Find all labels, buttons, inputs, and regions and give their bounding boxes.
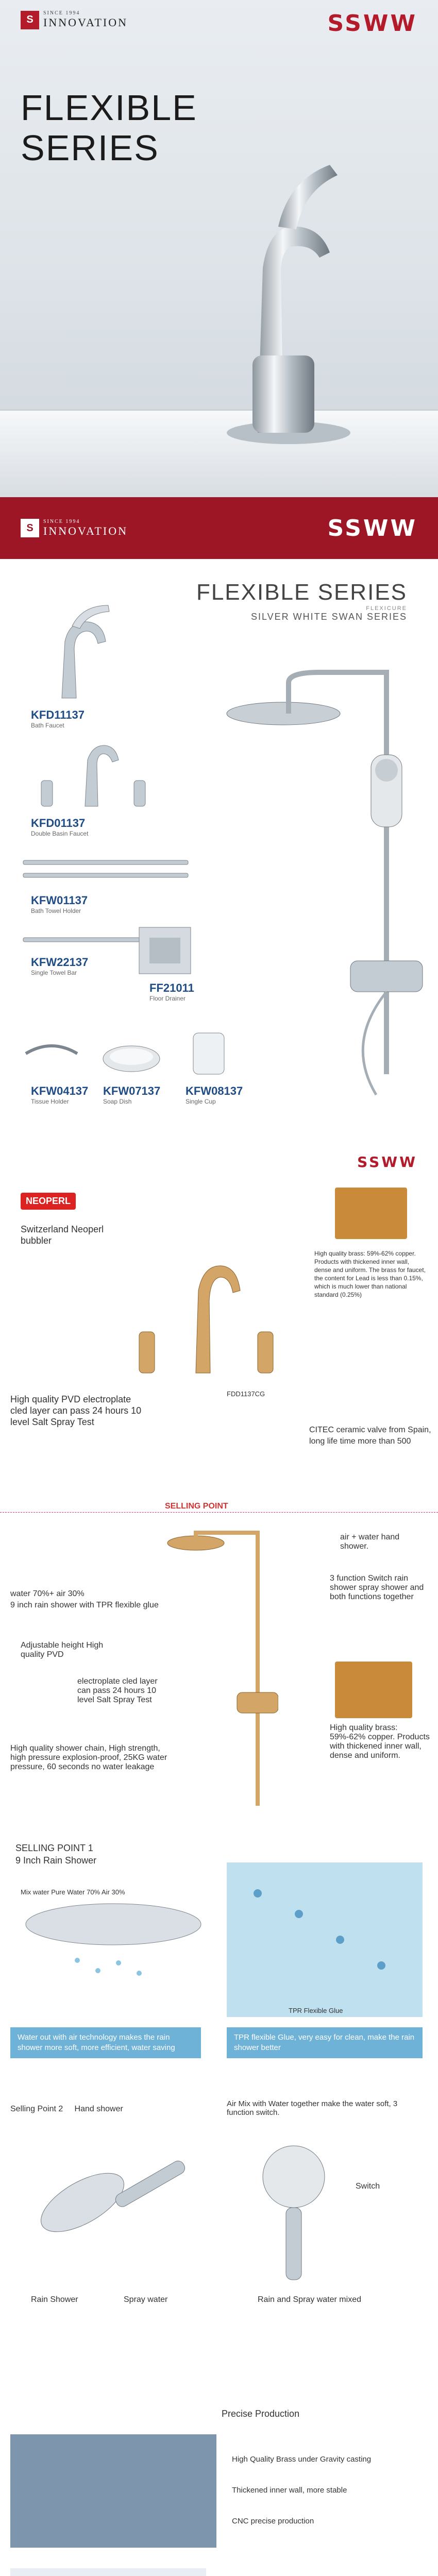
selling-point-header: SELLING POINT bbox=[165, 1502, 228, 1511]
product-kfw01137[interactable]: KFW01137 Bath Towel Holder bbox=[31, 894, 88, 914]
innovation-label: INNOVATION bbox=[43, 16, 128, 29]
valve-text: CITEC ceramic valve from Spain, long life time more than 500 bbox=[309, 1426, 431, 1446]
innovation-logo-mark: S bbox=[21, 11, 39, 29]
product-kfd01137[interactable]: KFD01137 Double Basin Faucet bbox=[31, 817, 89, 837]
ssww-logo-strip-1[interactable]: SSWW bbox=[357, 1153, 417, 1171]
features-section bbox=[0, 1172, 438, 1492]
gold-basin-faucet-image bbox=[119, 1244, 294, 1378]
innovation-logo-mark-band: S bbox=[21, 519, 39, 537]
innovation-label-band: INNOVATION bbox=[43, 524, 128, 537]
ssww-logo[interactable]: SSWW bbox=[327, 10, 417, 37]
switch-text: 3 function Switch rain shower spray shower and both functions together bbox=[330, 1574, 424, 1601]
selling-point-1-section bbox=[0, 1832, 438, 2089]
precise-p2: Thickened inner wall, more stable bbox=[232, 2486, 347, 2495]
precise-p3: CNC precise production bbox=[232, 2517, 314, 2526]
tissue-holder-image bbox=[21, 1028, 82, 1079]
brand-bar bbox=[0, 0, 438, 47]
precise-title: Precise Production bbox=[222, 2409, 300, 2419]
brass-sample-2 bbox=[335, 1662, 412, 1718]
electroplate-text: electroplate cled layer can pass 24 hours 10 level Salt Spray Test bbox=[77, 1677, 158, 1704]
selling-point-2-section bbox=[0, 2089, 438, 2403]
innovation-logo-band[interactable] bbox=[21, 519, 128, 538]
model-label: FDD1137CG bbox=[227, 1390, 265, 1398]
precise-p1: High Quality Brass under Gravity casting bbox=[232, 2455, 372, 2464]
product-kfd11137[interactable]: KFD11137 Bath Faucet bbox=[31, 708, 85, 729]
double-basin-faucet-image bbox=[21, 734, 165, 811]
hero-title-line1: FLEXIBLE bbox=[21, 88, 197, 128]
neoperl-badge: NEOPERL bbox=[21, 1193, 76, 1210]
catalog-subtitle-small: FLEXICURE bbox=[366, 605, 407, 612]
hero-title bbox=[21, 88, 197, 168]
rain-shower-head-image bbox=[15, 1878, 211, 2007]
tpr-glue-image bbox=[227, 1862, 423, 2017]
neoperl-text: Switzerland Neoperl bubbler bbox=[21, 1224, 104, 1246]
product-ff21011[interactable]: FF21011 Floor Drainer bbox=[149, 981, 194, 1002]
sp1-caption-left: Water out with air technology makes the rain shower more soft, more efficient, water saving bbox=[10, 2027, 201, 2058]
towel-holder-image bbox=[21, 853, 191, 889]
sp1-title: SELLING POINT 1 9 Inch Rain Shower bbox=[15, 1843, 97, 1866]
switch-label: Switch bbox=[356, 2182, 380, 2191]
bath-faucet-image bbox=[21, 600, 124, 703]
innovation-logo[interactable] bbox=[21, 10, 128, 29]
sp1-ratio: Mix water Pure Water 70% Air 30% bbox=[21, 1888, 125, 1896]
hero-faucet-image bbox=[196, 134, 381, 453]
rain-shower-text: 9 inch rain shower with TPR flexible glue bbox=[10, 1601, 159, 1609]
soap-dish-image bbox=[98, 1033, 165, 1079]
since-label: SINCE 1994 bbox=[43, 10, 80, 16]
since-label-band: SINCE 1994 bbox=[43, 518, 80, 524]
hero-title-line2: SERIES bbox=[21, 128, 159, 168]
water-ratio-text: water 70%+ air 30% bbox=[10, 1589, 85, 1598]
selling-point-section bbox=[0, 1492, 438, 1832]
shower-system-image bbox=[216, 652, 433, 1136]
sp1-caption-right: TPR flexible Glue, very easy for clean, make the rain shower better bbox=[227, 2027, 423, 2058]
brand-band-top bbox=[0, 497, 438, 559]
product-kfw08137[interactable]: KFW08137 Single Cup bbox=[186, 1084, 243, 1105]
ssww-logo-band[interactable]: SSWW bbox=[327, 515, 417, 541]
floor-drainer-image bbox=[134, 922, 196, 979]
gold-shower-image bbox=[165, 1528, 278, 1826]
catalog-section bbox=[0, 559, 438, 1151]
factory-photo bbox=[10, 2434, 216, 2548]
hose-text: High quality shower chain, High strength, high pressure explosion-proof, 25KG water pressure, 60 seconds no water leakage bbox=[10, 1744, 167, 1771]
adjustable-pvd-text: Adjustable height High quality PVD bbox=[21, 1641, 104, 1659]
valve-photo bbox=[10, 2568, 206, 2576]
sp2-mix-note: Air Mix with Water together make the water soft, 3 function switch. bbox=[227, 2099, 398, 2117]
brass-text: High quality brass: 59%-62% copper. Products with thickened inner wall, dense and uniform. The brass for faucet, the content for Lead is less than 0.15%, which is much lower than national standard (0.25%) bbox=[314, 1250, 426, 1298]
spray-water-label: Spray water bbox=[124, 2295, 168, 2304]
catalog-title-block bbox=[196, 580, 407, 622]
hand-shower-text: air + water hand shower. bbox=[340, 1533, 400, 1551]
pvd-text: High quality PVD electroplate cled layer can pass 24 hours 10 level Salt Spray Test bbox=[10, 1394, 142, 1427]
rain-shower-label: Rain Shower bbox=[31, 2295, 78, 2304]
brass-sample bbox=[335, 1188, 407, 1239]
sp2-header: Selling Point 2 Hand shower bbox=[10, 2105, 123, 2113]
brass-text-2: High quality brass: 59%-62% copper. Products with thickened inner wall, dense and uniform. bbox=[330, 1723, 430, 1760]
tpr-label: TPR Flexible Glue bbox=[289, 2007, 343, 2014]
product-kfw04137[interactable]: KFW04137 Tissue Holder bbox=[31, 1084, 89, 1105]
hero-section bbox=[0, 0, 438, 497]
catalog-subtitle: SILVER WHITE SWAN SERIES bbox=[250, 612, 407, 622]
switch-hand-shower-image bbox=[242, 2136, 345, 2290]
brand-strip-1 bbox=[0, 1151, 438, 1172]
rain-spray-label: Rain and Spray water mixed bbox=[258, 2295, 361, 2304]
catalog-title: FLEXIBLE SERIES bbox=[196, 580, 407, 605]
product-kfw22137[interactable]: KFW22137 Single Towel Bar bbox=[31, 956, 89, 976]
product-kfw07137[interactable]: KFW07137 Soap Dish bbox=[103, 1084, 161, 1105]
precise-production-section bbox=[0, 2403, 438, 2576]
hand-shower-image bbox=[21, 2136, 206, 2269]
